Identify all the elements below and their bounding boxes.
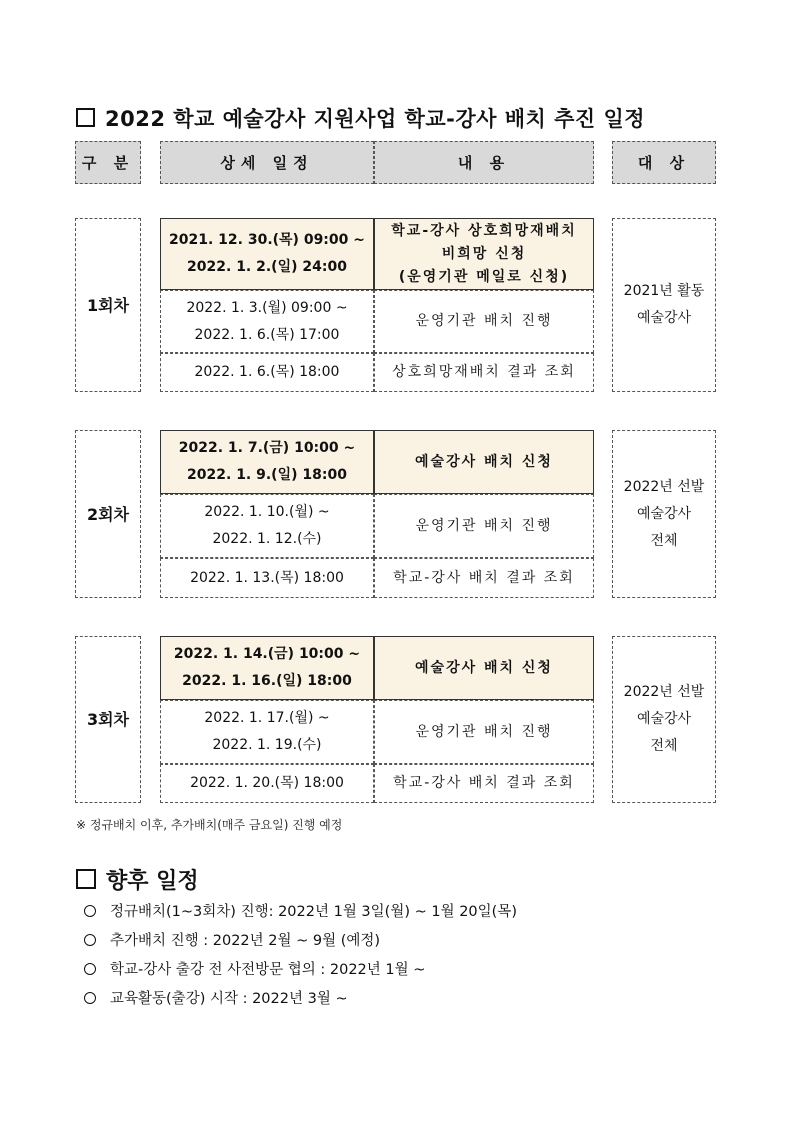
round-label: 2회차 [75, 430, 141, 598]
content-cell: 예술강사 배치 신청 [374, 636, 594, 700]
list-item: 학교-강사 출강 전 사전방문 협의 : 2022년 1월 ~ [84, 958, 425, 979]
page-title: 2022 학교 예술강사 지원사업 학교-강사 배치 추진 일정 [76, 103, 645, 133]
checkbox-square-icon [76, 869, 96, 889]
round-label: 3회차 [75, 636, 141, 803]
schedule-cell: 2022. 1. 17.(월) ~ 2022. 1. 19.(수) [160, 700, 374, 764]
circle-bullet-icon [84, 992, 96, 1004]
content-cell: 학교-강사 배치 결과 조회 [374, 764, 594, 803]
circle-bullet-icon [84, 963, 96, 975]
content-cell: 운영기관 배치 진행 [374, 700, 594, 764]
section-title: 향후 일정 [76, 864, 199, 895]
circle-bullet-icon [84, 905, 96, 917]
schedule-cell: 2022. 1. 7.(금) 10:00 ~ 2022. 1. 9.(일) 18:00 [160, 430, 374, 494]
checkbox-square-icon [76, 108, 95, 127]
schedule-cell: 2022. 1. 14.(금) 10:00 ~ 2022. 1. 16.(일) 18:00 [160, 636, 374, 700]
circle-bullet-icon [84, 934, 96, 946]
target-cell: 2022년 선발 예술강사 전체 [612, 430, 716, 598]
content-cell: 예술강사 배치 신청 [374, 430, 594, 494]
header-round: 구 분 [75, 141, 141, 184]
footnote: ※ 정규배치 이후, 추가배치(매주 금요일) 진행 예정 [76, 818, 343, 832]
list-item: 교육활동(출강) 시작 : 2022년 3월 ~ [84, 987, 348, 1008]
schedule-cell: 2022. 1. 10.(월) ~ 2022. 1. 12.(수) [160, 494, 374, 558]
schedule-cell: 2022. 1. 6.(목) 18:00 [160, 353, 374, 392]
list-item: 추가배치 진행 : 2022년 2월 ~ 9월 (예정) [84, 929, 380, 950]
header-target: 대 상 [612, 141, 716, 184]
content-cell: 운영기관 배치 진행 [374, 494, 594, 558]
content-cell: 학교-강사 배치 결과 조회 [374, 558, 594, 598]
schedule-cell: 2022. 1. 20.(목) 18:00 [160, 764, 374, 803]
target-cell: 2021년 활동 예술강사 [612, 218, 716, 392]
list-item: 정규배치(1~3회차) 진행: 2022년 1월 3일(월) ~ 1월 20일(목) [84, 900, 517, 921]
content-cell: 상호희망재배치 결과 조회 [374, 353, 594, 392]
header-schedule: 상세 일정 [160, 141, 374, 184]
content-cell: 학교-강사 상호희망재배치 비희망 신청 (운영기관 메일로 신청) [374, 218, 594, 290]
round-label: 1회차 [75, 218, 141, 392]
schedule-cell: 2021. 12. 30.(목) 09:00 ~ 2022. 1. 2.(일) 24:00 [160, 218, 374, 290]
schedule-cell: 2022. 1. 13.(목) 18:00 [160, 558, 374, 598]
schedule-cell: 2022. 1. 3.(월) 09:00 ~ 2022. 1. 6.(목) 17:00 [160, 290, 374, 353]
header-content: 내 용 [374, 141, 594, 184]
content-cell: 운영기관 배치 진행 [374, 290, 594, 353]
target-cell: 2022년 선발 예술강사 전체 [612, 636, 716, 803]
